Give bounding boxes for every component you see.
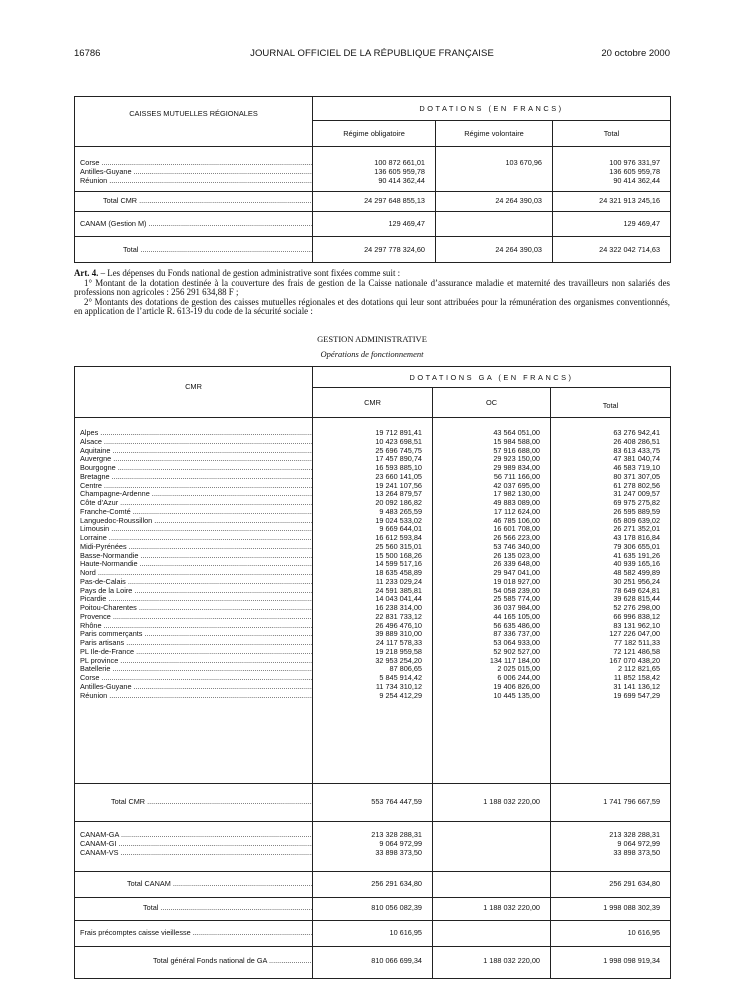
value: 24 117 578,33	[375, 639, 422, 647]
row-label: Midi-Pyrénées .....	[75, 543, 312, 552]
table-row	[75, 147, 671, 192]
row-label: Paris artisans .....	[75, 639, 312, 648]
value-cell	[313, 822, 433, 872]
table-row	[75, 822, 671, 872]
value: 16 612 593,84	[375, 534, 422, 542]
value: 10 616,95	[389, 929, 422, 937]
value: 24 321 913 245,16	[599, 197, 661, 205]
value: 31 247 009,57	[613, 490, 661, 499]
value: 15 500 168,26	[375, 551, 422, 560]
value: 100 976 331,97	[609, 159, 661, 167]
value: 127 226 047,00	[609, 630, 661, 639]
value: 90 414 362,44	[613, 176, 661, 185]
value: 18 635 458,89	[375, 569, 422, 577]
section-title: GESTION ADMINISTRATIVE	[317, 334, 427, 344]
value: 10 445 135,00	[493, 691, 540, 700]
value: 30 251 956,24	[613, 577, 661, 586]
row-label: Centre .....	[75, 482, 312, 491]
value: 33 898 373,50	[613, 848, 661, 857]
row-label: Haute-Normandie .....	[75, 560, 312, 569]
value: 17 982 130,00	[493, 490, 540, 499]
value: 25 585 774,00	[493, 595, 540, 604]
row-label: Pays de la Loire .....	[75, 587, 312, 596]
value: 33 898 373,50	[375, 848, 422, 857]
value: 83 613 433,75	[613, 446, 661, 455]
value: 100 872 661,01	[374, 159, 425, 167]
row-label: Antilles-Guyane .....	[75, 683, 312, 692]
value: 43 178 816,84	[613, 534, 661, 542]
value: 26 271 352,01	[613, 525, 661, 534]
value: 11 734 310,12	[375, 682, 422, 691]
table-row	[75, 784, 671, 822]
value: 1 998 098 919,34	[603, 957, 661, 965]
value: 56 635 486,00	[493, 621, 540, 630]
row-label: Total CMR .....	[75, 798, 312, 807]
value: 39 628 815,44	[613, 595, 661, 604]
page-number: 16786	[74, 48, 101, 59]
value: 9 254 412,29	[379, 691, 422, 700]
value: 136 605 959,78	[609, 167, 661, 176]
row-label: Total CMR .....	[75, 197, 312, 206]
value: 167 070 438,20	[609, 656, 661, 665]
row-label: Picardie .....	[75, 595, 312, 604]
value: 24 591 385,81	[375, 586, 422, 595]
value: 52 902 527,00	[493, 647, 540, 656]
value: 213 328 288,31	[371, 831, 422, 839]
value-cell	[313, 147, 436, 192]
value: 9 064 972,99	[617, 839, 661, 848]
value: 42 037 695,00	[493, 481, 540, 490]
table-row	[75, 418, 671, 784]
value: 78 649 624,81	[613, 586, 661, 595]
article-label: Art. 4.	[74, 268, 99, 278]
row-label: Corse .....	[75, 674, 312, 683]
value: 9 483 265,59	[379, 507, 422, 516]
value: 19 024 533,02	[375, 516, 422, 525]
row-label: Paris commerçants .....	[75, 630, 312, 639]
row-label: Corse .....	[75, 159, 312, 168]
value: 32 953 254,20	[375, 656, 422, 665]
row-label: Total .....	[75, 904, 312, 913]
value: 44 165 105,00	[493, 612, 540, 621]
section-subtitle: Opérations de fonctionnement	[320, 349, 424, 359]
value: 10 616,95	[627, 929, 661, 937]
value: 19 241 107,56	[375, 481, 422, 490]
value-cell	[551, 418, 671, 784]
value: 17 457 890,74	[375, 455, 422, 464]
value: 43 564 051,00	[493, 429, 540, 437]
value: 54 058 239,00	[493, 586, 540, 595]
table2-row-header: CMR	[75, 367, 313, 418]
row-label: Réunion .....	[75, 177, 312, 186]
row-label: Batellerie .....	[75, 665, 312, 674]
value: 66 996 838,12	[613, 612, 661, 621]
value: 24 322 042 714,63	[599, 246, 661, 254]
row-label: Nord .....	[75, 569, 312, 578]
dotations-table-1	[74, 96, 671, 263]
row-label: CANAM (Gestion M) .....	[75, 220, 312, 229]
value: 90 414 362,44	[378, 176, 425, 185]
row-label: Total CANAM .....	[75, 880, 312, 889]
row-label: Poitou-Charentes .....	[75, 604, 312, 613]
value: 16 238 314,00	[375, 604, 422, 612]
value: 24 297 648 855,13	[364, 197, 425, 205]
value: 136 605 959,78	[374, 167, 425, 176]
article-paragraph-2: 2° Montants des dotations de gestion des caisses mutuelles régionales et des dotations qui leur sont attribuées pour la rémunération des organismes conventionnés, en application de l’article R. 613-19 du code de la sécurité sociale :	[74, 296, 670, 317]
value: 213 328 288,31	[609, 831, 661, 839]
value: 53 064 933,00	[493, 639, 540, 647]
value: 19 699 547,29	[613, 691, 661, 700]
dotations-table-2	[74, 366, 671, 979]
row-label: Champagne-Ardenne .....	[75, 490, 312, 499]
row-label: Languedoc-Roussillon .....	[75, 517, 312, 526]
value: 77 182 511,33	[613, 639, 661, 647]
table-row	[75, 872, 671, 898]
value: 56 711 166,00	[493, 472, 540, 481]
value: 83 131 962,10	[613, 621, 661, 630]
row-label: Bourgogne .....	[75, 464, 312, 473]
value: 15 984 588,00	[493, 437, 540, 446]
value: 17 112 624,00	[493, 507, 540, 516]
value: 24 264 390,03	[495, 197, 542, 205]
row-label: Limousin .....	[75, 525, 312, 534]
value: 1 188 032 220,00	[483, 957, 540, 965]
row-label: Provence .....	[75, 613, 312, 622]
row-label: Frais précomptes caisse vieillesse .....	[75, 929, 312, 938]
value: 87 806,65	[389, 665, 422, 674]
value-cell	[553, 147, 671, 192]
value: 2 025 015,00	[497, 665, 540, 674]
value: 134 117 184,00	[489, 656, 540, 665]
value: 25 696 745,75	[375, 446, 422, 455]
value: 25 560 315,01	[375, 542, 422, 551]
row-label: Lorraine .....	[75, 534, 312, 543]
row-label: Antilles-Guyane .....	[75, 168, 312, 177]
table-row	[75, 192, 671, 212]
article-text	[74, 269, 670, 317]
value: 1 188 032 220,00	[483, 798, 540, 806]
value: 5 845 914,42	[379, 674, 422, 682]
row-label: Pas-de-Calais .....	[75, 578, 312, 587]
table2-col-header: OC	[433, 388, 551, 418]
value: 46 785 106,00	[493, 516, 540, 525]
table-row	[75, 237, 671, 263]
row-label: CANAM-VS .....	[75, 849, 312, 858]
value-cell	[551, 822, 671, 872]
row-label: Rhône .....	[75, 622, 312, 631]
value: 52 276 298,00	[613, 604, 661, 612]
table1-col-header: Régime volontaire	[436, 121, 553, 147]
value: 29 947 041,00	[493, 569, 540, 577]
value: 13 264 879,57	[375, 490, 422, 499]
table-row	[75, 947, 671, 979]
value: 26 408 286,51	[613, 437, 661, 446]
row-label: Bretagne .....	[75, 473, 312, 482]
value: 9 064 972,99	[379, 839, 422, 848]
row-label: Alsace .....	[75, 438, 312, 447]
value: 9 669 644,01	[379, 525, 422, 534]
value: 810 056 082,39	[371, 904, 422, 912]
value: 40 939 165,16	[613, 560, 661, 569]
value: 39 889 310,00	[375, 630, 422, 639]
value: 11 233 029,24	[375, 577, 422, 586]
value: 129 469,47	[623, 220, 661, 228]
value: 24 297 778 324,60	[364, 246, 425, 254]
value: 53 746 340,00	[493, 542, 540, 551]
value: 2 112 821,65	[617, 665, 661, 674]
row-labels	[75, 147, 313, 192]
row-label: Aquitaine .....	[75, 447, 312, 456]
value: 26 566 223,00	[493, 534, 540, 542]
row-label: Alpes .....	[75, 429, 312, 438]
row-label: Côte d’Azur .....	[75, 499, 312, 508]
value: 29 923 150,00	[493, 455, 540, 464]
value: 19 406 826,00	[493, 682, 540, 691]
table-row	[75, 212, 671, 237]
value: 1 741 796 667,59	[603, 798, 661, 806]
value: 41 635 191,26	[613, 551, 661, 560]
value: 19 218 959,58	[375, 647, 422, 656]
article-sentence: – Les dépenses du Fonds national de gestion administrative sont fixées comme suit :	[100, 268, 401, 278]
value: 24 264 390,03	[495, 246, 542, 254]
value-cell	[313, 418, 433, 784]
table2-col-header: CMR	[313, 388, 433, 418]
value: 129 469,47	[388, 220, 425, 228]
value: 19 018 927,00	[493, 577, 540, 586]
row-label: PL Ile-de-France .....	[75, 648, 312, 657]
value: 14 599 517,16	[375, 560, 422, 569]
table1-col-header: Régime obligatoire	[313, 121, 436, 147]
value: 49 883 089,00	[493, 499, 540, 507]
value: 26 496 476,10	[375, 621, 422, 630]
table1-group-header: DOTATIONS (EN FRANCS)	[313, 97, 671, 121]
value-cell	[433, 822, 551, 872]
row-label: Total général Fonds national de GA .....	[75, 957, 312, 966]
value: 16 593 885,10	[375, 464, 422, 472]
value: 1 188 032 220,00	[483, 904, 540, 912]
value: 36 037 984,00	[493, 604, 540, 612]
value: 87 336 737,00	[493, 630, 540, 639]
value: 65 809 639,02	[613, 516, 661, 525]
value: 11 852 158,42	[613, 674, 661, 682]
value: 79 306 655,01	[613, 542, 661, 551]
value: 19 712 891,41	[375, 429, 422, 437]
value: 10 423 698,51	[375, 437, 422, 446]
value: 61 278 802,56	[613, 481, 661, 490]
value: 26 339 648,00	[493, 560, 540, 569]
table1-col-header: Total	[553, 121, 671, 147]
table-row	[75, 921, 671, 947]
journal-title: JOURNAL OFFICIEL DE LA RÉPUBLIQUE FRANÇAISE	[250, 48, 494, 59]
value: 48 582 499,89	[613, 569, 661, 577]
value: 103 670,96	[505, 159, 542, 167]
page-date: 20 octobre 2000	[601, 48, 670, 59]
row-labels	[75, 418, 313, 784]
row-label: Franche-Comté .....	[75, 508, 312, 517]
row-label: CANAM-GA .....	[75, 831, 312, 840]
row-label: PL province .....	[75, 657, 312, 666]
value: 256 291 634,80	[371, 880, 422, 888]
article-paragraph-1: 1° Montant de la dotation destinée à la couverture des frais de gestion de la Caisse nationale d’assurance maladie et maternité des travailleurs non salariés des professions non agricoles : 256 291 634,88 F ;	[74, 277, 670, 298]
value: 29 989 834,00	[493, 464, 540, 472]
table2-col-header: Total	[551, 388, 671, 418]
value: 72 121 486,58	[613, 647, 661, 656]
value: 23 660 141,05	[375, 472, 422, 481]
row-label: Basse-Normandie .....	[75, 552, 312, 561]
value: 47 381 040,74	[613, 455, 661, 464]
value: 14 043 041,44	[375, 595, 422, 604]
value: 46 583 719,10	[613, 464, 661, 472]
value-cell	[436, 147, 553, 192]
value: 26 595 889,59	[613, 507, 661, 516]
value: 6 006 244,00	[497, 674, 540, 682]
value: 256 291 634,80	[609, 880, 661, 888]
value: 31 141 136,12	[613, 682, 661, 691]
value: 16 601 708,00	[493, 525, 540, 534]
value-cell	[433, 418, 551, 784]
value: 810 066 699,34	[371, 957, 422, 965]
value: 57 916 688,00	[493, 446, 540, 455]
row-label: CANAM-GI .....	[75, 840, 312, 849]
table-row	[75, 898, 671, 921]
row-labels	[75, 822, 313, 872]
value: 22 831 733,12	[375, 612, 422, 621]
row-label: Réunion .....	[75, 692, 312, 701]
page-header	[74, 48, 670, 62]
value: 26 135 023,00	[493, 551, 540, 560]
value: 69 975 275,82	[613, 499, 661, 507]
row-label: Total .....	[75, 246, 312, 255]
value: 553 764 447,59	[371, 798, 422, 806]
value: 63 276 942,41	[613, 429, 661, 437]
value: 20 092 186,82	[375, 499, 422, 507]
table1-row-header: CAISSES MUTUELLES RÉGIONALES	[75, 97, 313, 147]
table2-group-header: DOTATIONS GA (EN FRANCS)	[313, 367, 671, 388]
value: 80 371 307,05	[613, 472, 661, 481]
value: 1 998 088 302,39	[603, 904, 661, 912]
row-label: Auvergne .....	[75, 455, 312, 464]
